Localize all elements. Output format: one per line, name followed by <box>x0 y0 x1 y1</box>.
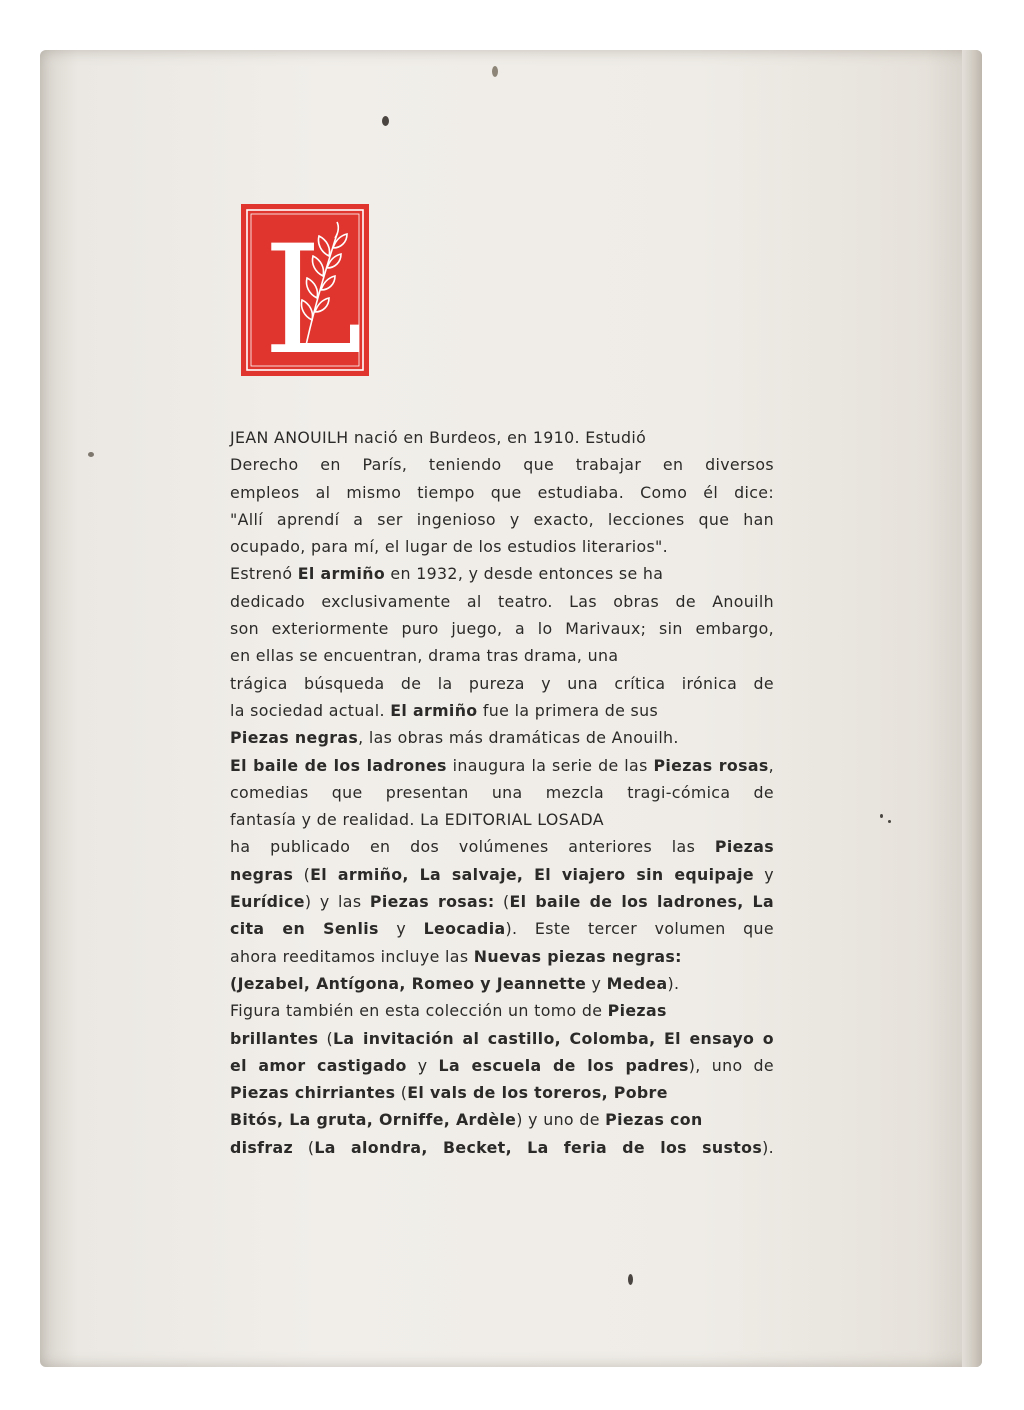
ink-spot <box>628 1274 633 1285</box>
bold-title-text: Nuevas piezas negras: <box>473 946 682 966</box>
text-segment: ( <box>494 892 510 912</box>
text-line <box>230 779 774 806</box>
text-line <box>230 479 774 506</box>
text-line <box>230 615 774 642</box>
bold-title-text: Piezas con <box>605 1110 703 1130</box>
laurel-l-emblem-icon <box>241 204 369 376</box>
text-segment: fantasía y de realidad. La EDITORIAL LOSADA <box>230 810 604 830</box>
text-segment: ocupado, para mí, el lugar de los estudios literarios". <box>230 537 669 557</box>
text-line <box>230 451 774 478</box>
bold-title-text: disfraz <box>230 1137 294 1157</box>
text-segment: son exteriormente puro juego, a lo Marivaux; sin embargo, <box>230 619 774 639</box>
ink-spot <box>888 820 891 823</box>
text-line <box>230 943 774 970</box>
text-line <box>230 697 774 724</box>
bold-title-text: cita en Senlis <box>230 919 379 939</box>
text-segment: y <box>406 1055 439 1075</box>
text-segment: Figura también en esta colección un tomo de <box>230 1001 608 1021</box>
text-line <box>230 424 774 451</box>
text-line <box>230 670 774 697</box>
text-segment: ). <box>667 973 680 993</box>
text-segment: la sociedad actual. <box>230 700 391 720</box>
bold-title-text: La escuela de los padres <box>438 1055 689 1075</box>
text-line <box>230 533 774 560</box>
text-line <box>230 1052 774 1079</box>
text-line <box>230 888 774 915</box>
page-edge <box>962 50 982 1367</box>
text-line <box>230 997 774 1024</box>
text-segment: , <box>768 755 774 775</box>
bold-title-text: Piezas rosas <box>653 755 769 775</box>
ink-spot <box>382 116 389 126</box>
text-segment: Derecho en París, teniendo que trabajar en diversos <box>230 455 774 475</box>
text-line <box>230 588 774 615</box>
bold-title-text: Piezas <box>714 837 774 857</box>
text-segment: ( <box>395 1083 408 1103</box>
bold-title-text: Leocadia <box>423 919 506 939</box>
bold-title-text: El baile de los ladrones <box>230 755 447 775</box>
text-segment: ( <box>293 1137 315 1157</box>
text-segment: ) y las <box>304 892 370 912</box>
text-line <box>230 861 774 888</box>
ink-spot <box>88 452 94 457</box>
text-segment: y <box>378 919 424 939</box>
text-segment: ). <box>762 1137 775 1157</box>
text-line <box>230 1079 774 1106</box>
text-segment: ha publicado en dos volúmenes anteriores las <box>230 837 715 857</box>
bold-title-text: Bitós, La gruta, Orniffe, Ardèle <box>230 1110 517 1130</box>
bold-title-text: negras <box>230 864 294 884</box>
text-segment: en ellas se encuentran, drama tras drama, una <box>230 646 619 666</box>
text-segment: , las obras más dramáticas de Anouilh. <box>358 728 679 748</box>
text-segment: ahora reeditamos incluye las <box>230 946 474 966</box>
text-segment: comedias que presentan una mezcla tragi-cómica de <box>230 782 774 802</box>
text-line <box>230 642 774 669</box>
text-segment: y <box>586 973 607 993</box>
bold-title-text: La invitación al castillo, Colomba, El ensayo o <box>333 1028 774 1048</box>
text-segment: JEAN ANOUILH nació en Burdeos, en 1910. Estudió <box>230 428 647 447</box>
ink-spot <box>880 814 883 818</box>
bold-title-text: Piezas <box>607 1001 667 1021</box>
text-line <box>230 724 774 751</box>
text-segment: trágica búsqueda de la pureza y una crítica irónica de <box>230 673 774 693</box>
text-line <box>230 806 774 833</box>
bold-title-text: Piezas rosas: <box>369 892 495 912</box>
text-segment: ), uno de <box>688 1055 774 1075</box>
text-line <box>230 752 774 779</box>
bold-title-text: La alondra, Becket, La feria de los sustos <box>314 1137 763 1157</box>
book-back-cover <box>40 50 982 1367</box>
bold-title-text: El armiño, La salvaje, El viajero sin equipaje <box>310 864 754 884</box>
bold-title-text: ( <box>230 973 238 993</box>
bold-title-text: brillantes <box>230 1028 319 1048</box>
text-line <box>230 1106 774 1133</box>
bold-title-text: El armiño <box>297 564 386 584</box>
text-segment: ( <box>318 1028 333 1048</box>
bold-title-text: El armiño <box>390 700 478 720</box>
text-segment: dedicado exclusivamente al teatro. Las obras de Anouilh <box>230 591 774 611</box>
bold-title-text: Piezas negras <box>230 728 359 748</box>
text-line <box>230 1134 774 1161</box>
text-segment: ( <box>293 864 311 884</box>
text-line <box>230 560 774 587</box>
bold-title-text: Medea <box>606 973 668 993</box>
publisher-logo <box>241 204 369 376</box>
text-segment: Estrenó <box>230 564 298 584</box>
ink-spot <box>492 66 498 77</box>
bold-title-text: El baile de los ladrones, La <box>509 892 774 912</box>
text-segment: fue la primera de sus <box>477 700 659 720</box>
author-biography <box>230 424 774 1161</box>
text-segment: ) y uno de <box>516 1110 606 1130</box>
bold-title-text: El vals de los toreros, Pobre <box>407 1083 668 1103</box>
logo-letter: L <box>263 214 363 376</box>
text-line <box>230 915 774 942</box>
text-segment: ). Este tercer volumen que <box>505 919 774 939</box>
text-segment: inaugura la serie de las <box>446 755 654 775</box>
text-segment: y <box>753 864 775 884</box>
text-line <box>230 506 774 533</box>
bold-title-text: Eurídice <box>230 892 305 912</box>
text-line <box>230 970 774 997</box>
bold-title-text: Piezas chirriantes <box>230 1083 396 1103</box>
text-segment: "Allí aprendí a ser ingenioso y exacto, lecciones que han <box>230 509 774 529</box>
text-segment: en 1932, y desde entonces se ha <box>385 564 664 584</box>
text-line <box>230 833 774 860</box>
text-segment: empleos al mismo tiempo que estudiaba. Como él dice: <box>230 482 774 502</box>
bold-title-text: Jezabel, Antígona, Romeo y Jeannette <box>237 973 587 993</box>
text-line <box>230 1025 774 1052</box>
bold-title-text: el amor castigado <box>230 1055 407 1075</box>
